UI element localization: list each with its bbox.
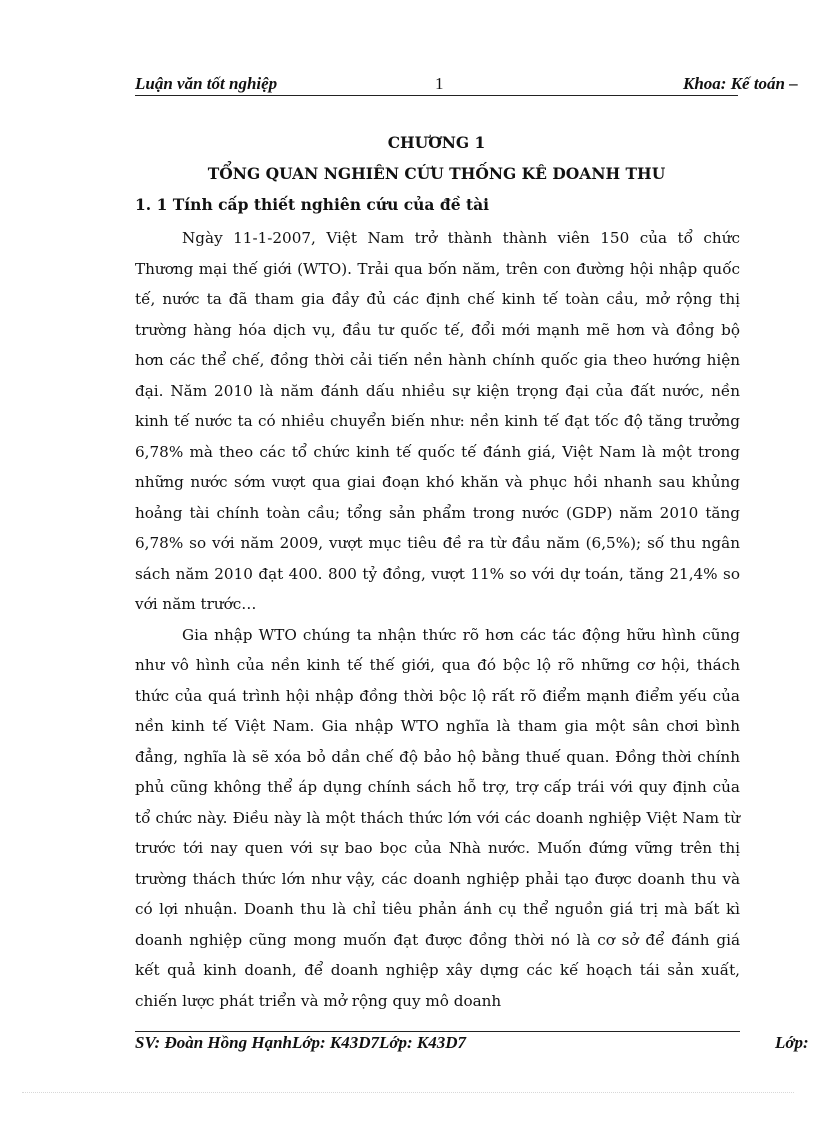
page-number: 1: [435, 74, 444, 93]
section-heading: 1. 1 Tính cấp thiết nghiên cứu của đề tài: [135, 195, 490, 214]
chapter-title: CHƯƠNG 1: [387, 133, 486, 152]
page-footer: [135, 1033, 816, 1055]
header-divider: [135, 95, 738, 96]
header-thesis-label: Luận văn tốt nghiệp: [135, 74, 278, 93]
body-text: [135, 223, 740, 1016]
paragraph: Ngày 11-1-2007, Việt Nam trở thành thành viên 150 của tổ chức Thương mại thế giới (WTO). Trải qua bốn năm, trên con đường hội nhập quốc tế, nước ta đã tham gia đầy đủ các định chế kinh tế toàn cầu, mở rộng thị trường hàng hóa dịch vụ, đầu tư quốc tế, đổi mới mạnh mẽ hơn và đồng bộ hơn các thể chế, đồng thời cải tiến nền hành chính quốc gia theo hướng hiện đại. Năm 2010 là năm đánh dấu nhiều sự kiện trọng đại của đất nước, nền kinh tế nước ta có nhiều chuyển biến như: nền kinh tế đạt tốc độ tăng trưởng 6,78% mà theo các tổ chức kinh tế quốc tế đánh giá, Việt Nam là một trong những nước sớm vượt qua giai đoạn khó khăn và phục hồi nhanh sau khủng hoảng tài chính toàn cầu; tổng sản phẩm trong nước (GDP) năm 2010 tăng 6,78% so với năm 2009, vượt mục tiêu đề ra từ đầu năm (6,5%); số thu ngân sách năm 2010 đạt 400. 800 tỷ đồng, vượt 11% so với dự toán, tăng 21,4% so với năm trước…: [135, 229, 740, 613]
footer-divider: [135, 1031, 740, 1032]
chapter-subtitle: TỔNG QUAN NGHIÊN CỨU THỐNG KÊ DOANH THU: [207, 164, 666, 183]
header-faculty-label: Khoa: Kế toán –: [683, 74, 798, 93]
footer-student-label: SV: Đoàn Hồng HạnhLớp: K43D7Lớp: K43D7: [135, 1033, 467, 1052]
footer-class-label: Lớp:: [775, 1033, 809, 1052]
page-bottom-border: [22, 1092, 794, 1093]
page-header: [135, 74, 816, 96]
paragraph: Gia nhập WTO chúng ta nhận thức rõ hơn các tác động hữu hình cũng như vô hình của nền kinh tế thế giới, qua đó bộc lộ rõ những cơ hội, thách thức của quá trình hội nhập đồng thời bộc lộ rất rõ điểm mạnh điểm yếu của nền kinh tế Việt Nam. Gia nhập WTO nghĩa là tham gia một sân chơi bình đẳng, nghĩa là sẽ xóa bỏ dần chế độ bảo hộ bằng thuế quan. Đồng thời chính phủ cũng không thể áp dụng chính sách hỗ trợ, trợ cấp trái với quy định của tổ chức này. Điều này là một thách thức lớn với các doanh nghiệp Việt Nam từ trước tới nay quen với sự bao bọc của Nhà nước. Muốn đứng vững trên thị trường thách thức lớn như vậy, các doanh nghiệp phải tạo được doanh thu và có lợi nhuận. Doanh thu là chỉ tiêu phản ánh cụ thể nguồn giá trị mà bất kì doanh nghiệp cũng mong muốn đạt được đồng thời nó là cơ sở để đánh giá kết quả kinh doanh, để doanh nghiệp xây dựng các kế hoạch tái sản xuất, chiến lược phát triển và mở rộng quy mô doanh: [135, 625, 740, 1010]
